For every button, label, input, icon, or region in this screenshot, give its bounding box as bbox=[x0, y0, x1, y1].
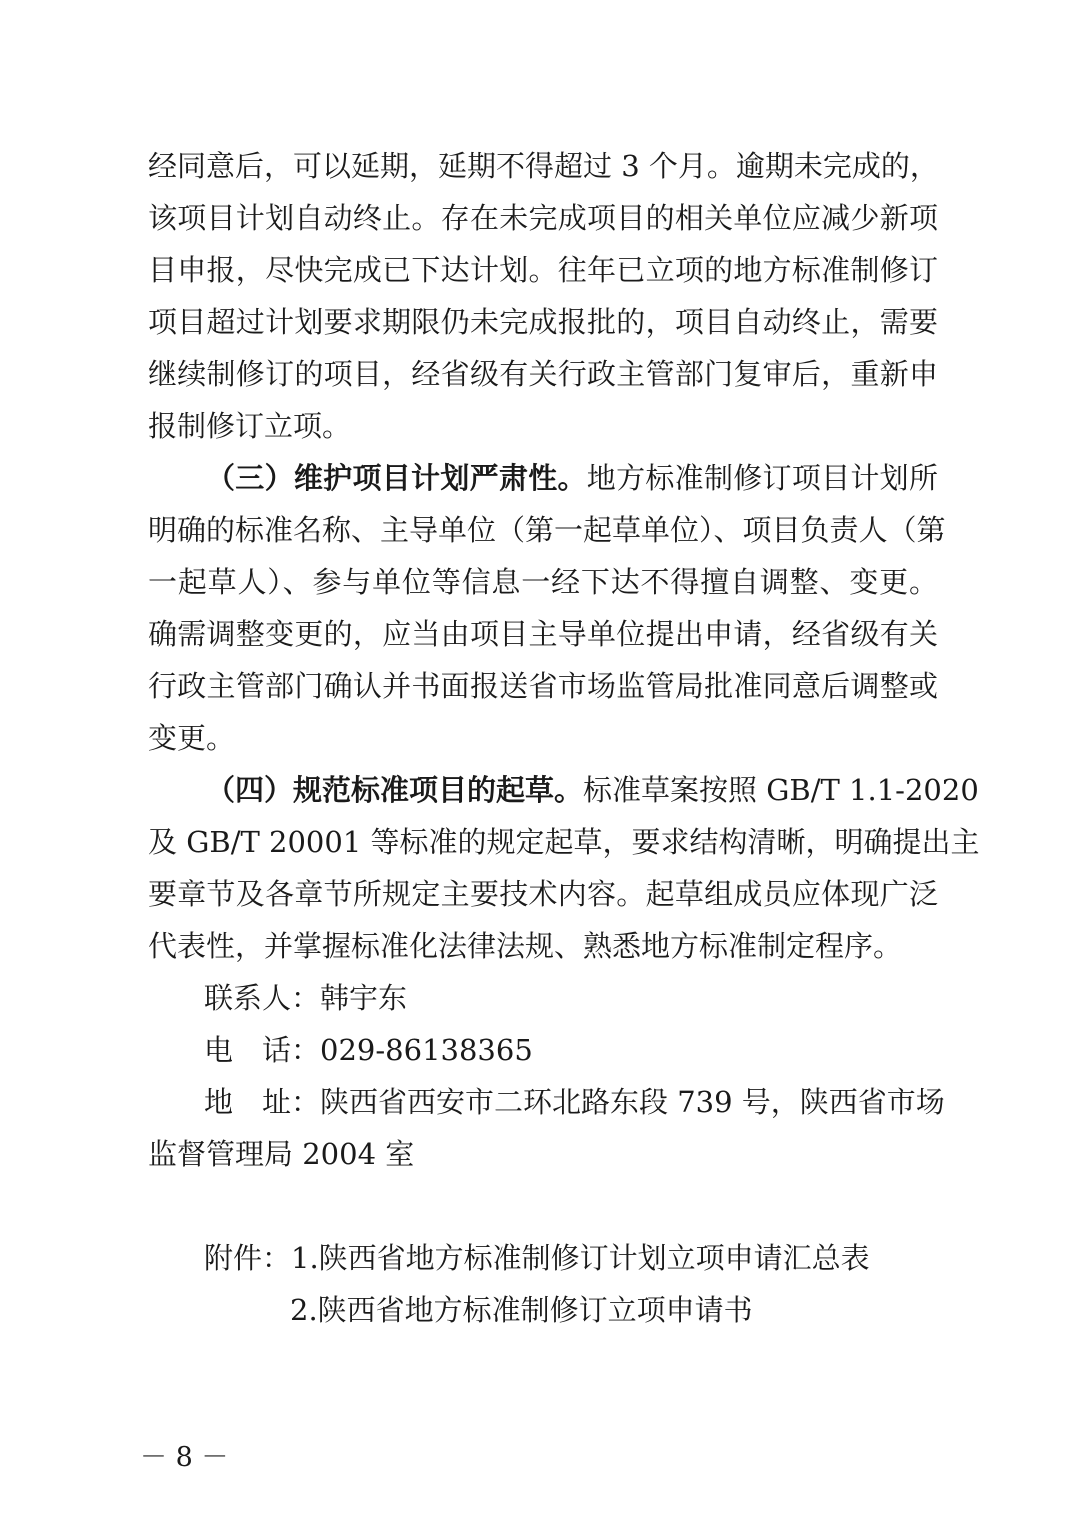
paragraph-line: 项目超过计划要求期限仍未完成报批的，项目自动终止，需要 bbox=[148, 305, 938, 339]
contact-address-label: 地 址： bbox=[204, 1085, 321, 1119]
section4-first-line bbox=[206, 770, 979, 810]
section3-line: 变更。 bbox=[148, 721, 236, 755]
section3-line: 一起草人）、参与单位等信息一经下达不得擅自调整、变更。 bbox=[148, 565, 938, 599]
section3-first-line-text: 地方标准制修订项目计划所 bbox=[586, 461, 938, 495]
attachment-first bbox=[204, 1238, 870, 1278]
paragraph-line: 目申报，尽快完成已下达计划。往年已立项的地方标准制修订 bbox=[148, 253, 938, 287]
paragraph-line: 继续制修订的项目，经省级有关行政主管部门复审后，重新申 bbox=[148, 357, 938, 391]
contact-address-continued: 监督管理局 2004 室 bbox=[148, 1137, 415, 1171]
contact-phone-number: 029-86138365 bbox=[320, 1033, 533, 1067]
contact-address bbox=[204, 1082, 945, 1122]
section4-heading: （四）规范标准项目的起草。 bbox=[206, 773, 584, 807]
section4-first-line-text: 标准草案按照 GB/T 1.1-2020 bbox=[583, 773, 979, 807]
section4-line: 及 GB/T 20001 等标准的规定起草，要求结构清晰，明确提出主 bbox=[148, 825, 980, 859]
section4-line: 要章节及各章节所规定主要技术内容。起草组成员应体现广泛 bbox=[148, 877, 938, 911]
contact-phone bbox=[204, 1030, 533, 1070]
section3-heading: （三）维护项目计划严肃性。 bbox=[206, 461, 587, 495]
contact-phone-label: 电 话： bbox=[204, 1033, 321, 1067]
section3-first-line bbox=[206, 458, 938, 498]
paragraph-line: 经同意后，可以延期，延期不得超过 3 个月。逾期未完成的， bbox=[148, 149, 939, 183]
section3-line: 行政主管部门确认并书面报送省市场监管局批准同意后调整或 bbox=[148, 669, 938, 703]
page-number: － 8 － bbox=[140, 1442, 229, 1473]
contact-person bbox=[204, 978, 407, 1018]
section3-line: 明确的标准名称、主导单位（第一起草单位）、项目负责人（第 bbox=[148, 513, 946, 547]
paragraph-line: 该项目计划自动终止。存在未完成项目的相关单位应减少新项 bbox=[148, 201, 938, 235]
section3-line: 确需调整变更的，应当由项目主导单位提出申请，经省级有关 bbox=[148, 617, 938, 651]
attachment-item: 1.陕西省地方标准制修订计划立项申请汇总表 bbox=[291, 1241, 870, 1275]
contact-person-label: 联系人： bbox=[204, 981, 321, 1015]
attachment-label: 附件： bbox=[204, 1241, 292, 1275]
contact-address-text: 陕西省西安市二环北路东段 739 号，陕西省市场 bbox=[320, 1085, 945, 1119]
paragraph-line: 报制修订立项。 bbox=[148, 409, 352, 443]
section4-line: 代表性，并掌握标准化法律法规、熟悉地方标准制定程序。 bbox=[148, 929, 903, 963]
contact-person-name: 韩宇东 bbox=[320, 981, 408, 1015]
attachment-item: 2.陕西省地方标准制修订立项申请书 bbox=[290, 1293, 753, 1327]
